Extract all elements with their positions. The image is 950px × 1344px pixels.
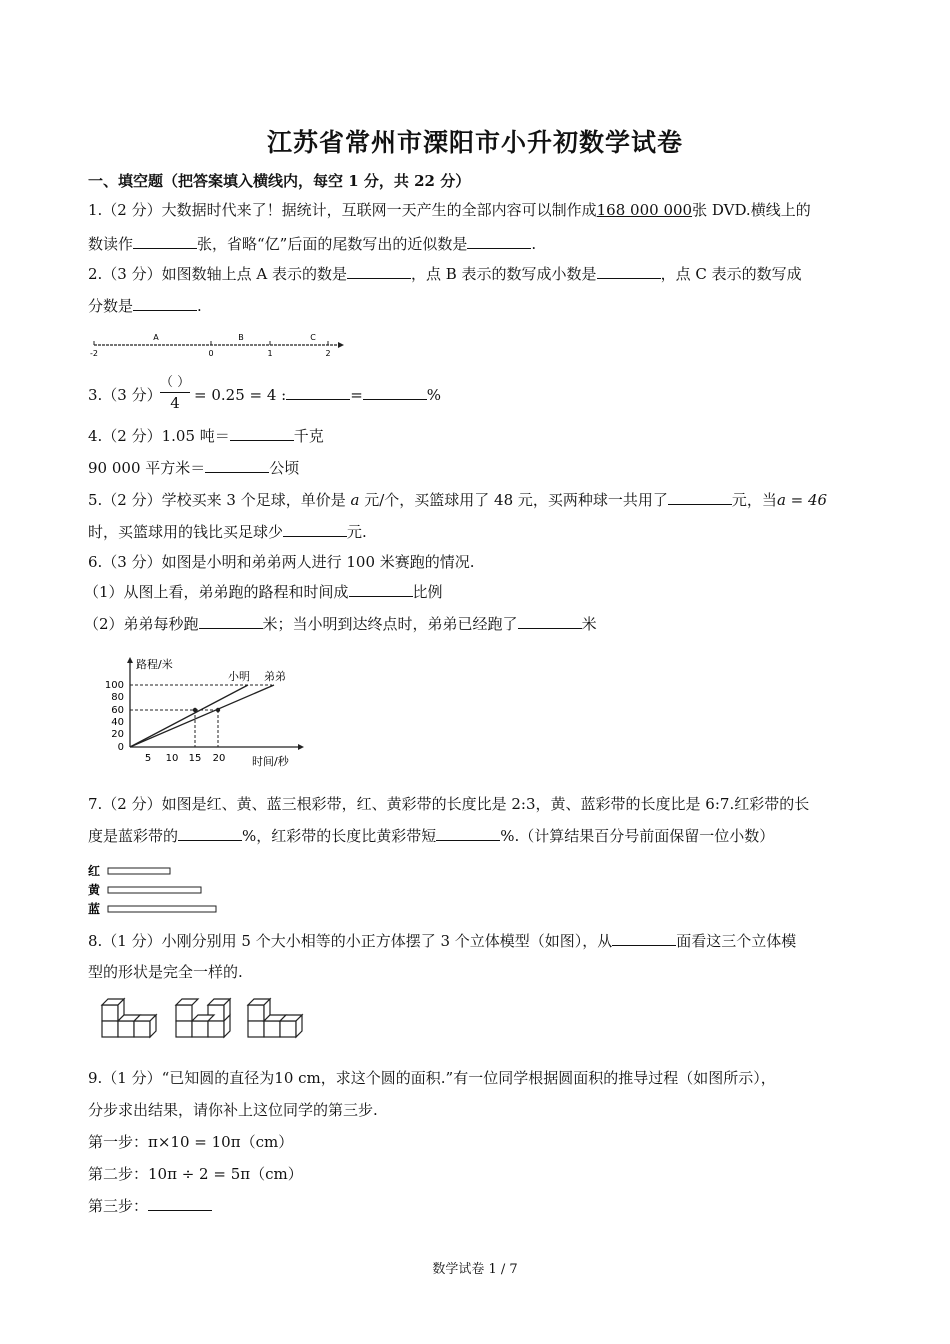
q5-condition: a = 46 bbox=[776, 491, 828, 509]
point-label-b: B bbox=[238, 333, 244, 342]
q3-prefix: 3.（3 分） bbox=[88, 386, 162, 404]
ribbon-red bbox=[108, 868, 170, 874]
q2-line1 bbox=[88, 264, 802, 284]
answer-blank[interactable] bbox=[349, 582, 413, 597]
q5-text-b1: 时，买篮球用的钱比买足球少 bbox=[88, 523, 284, 541]
fraction bbox=[160, 374, 190, 413]
q4-text-b2: 公顷 bbox=[269, 459, 300, 477]
q7-text-b2: %，红彩带的长度比黄彩带短 bbox=[242, 827, 437, 845]
section-heading: 一、填空题（把答案填入横线内，每空 1 分，共 22 分） bbox=[88, 172, 471, 190]
fraction-denominator: 4 bbox=[170, 394, 180, 412]
q5-text-a2: 元/个，买篮球用了 48 元，买两种球一共用了 bbox=[364, 491, 668, 509]
answer-blank[interactable] bbox=[178, 826, 242, 841]
answer-blank[interactable] bbox=[148, 1196, 212, 1211]
q5-text-b2: 元. bbox=[347, 523, 367, 541]
series-line-xiaoming bbox=[130, 685, 248, 747]
series-line-didi bbox=[130, 685, 274, 747]
y-tick-label: 40 bbox=[111, 717, 124, 728]
tick-label: 1 bbox=[267, 349, 273, 358]
data-point bbox=[216, 708, 220, 712]
number-line-figure bbox=[86, 328, 346, 362]
y-axis-label: 路程/米 bbox=[136, 658, 173, 671]
q4-text-b1: 90 000 平方米＝ bbox=[88, 459, 206, 477]
ribbon-blue bbox=[108, 906, 216, 912]
tick-label: -2 bbox=[90, 349, 98, 358]
answer-blank[interactable] bbox=[597, 264, 661, 279]
q5-line1 bbox=[88, 490, 827, 510]
ribbon-figure bbox=[86, 862, 236, 918]
y-tick-label: 0 bbox=[117, 742, 124, 753]
q9-step1: 第一步：π×10 = 10π（cm） bbox=[88, 1133, 294, 1151]
q4-text-a1: 4.（2 分）1.05 吨＝ bbox=[88, 427, 230, 445]
q6-text-b2: 比例 bbox=[412, 583, 443, 601]
answer-blank[interactable] bbox=[133, 234, 197, 249]
tick-label: 2 bbox=[325, 349, 331, 358]
cube-model-2 bbox=[176, 999, 230, 1037]
q8-line1 bbox=[88, 931, 796, 951]
x-axis-label: 时间/秒 bbox=[252, 755, 289, 768]
ribbon-label-blue: 蓝 bbox=[88, 902, 101, 916]
answer-blank[interactable] bbox=[612, 931, 676, 946]
answer-blank[interactable] bbox=[133, 296, 197, 311]
q2-text-a1: 2.（3 分）如图数轴上点 A 表示的数是 bbox=[88, 265, 347, 283]
point-label-c: C bbox=[310, 333, 316, 342]
q5-text-a1: 5.（2 分）学校买来 3 个足球，单价是 bbox=[88, 491, 346, 509]
q6-text-c1: （2）弟弟每秒跑 bbox=[84, 615, 199, 633]
answer-blank[interactable] bbox=[283, 522, 347, 537]
q3-eq2: = bbox=[350, 386, 363, 404]
ribbon-label-yellow: 黄 bbox=[88, 883, 101, 897]
point-label-a: A bbox=[153, 333, 159, 342]
legend-xiaoming: 小明 bbox=[228, 670, 250, 683]
q6-text-b1: （1）从图上看，弟弟跑的路程和时间成 bbox=[84, 583, 349, 601]
q1-text-c2: 张，省略“亿”后面的尾数写出的近似数是 bbox=[197, 235, 468, 253]
q2-text-a2: ，点 B 表示的数写成小数是 bbox=[411, 265, 597, 283]
cube-model-3 bbox=[248, 999, 302, 1037]
q5-line2 bbox=[88, 522, 367, 542]
q9-line2: 分步求出结果，请你补上这位同学的第三步. bbox=[88, 1101, 378, 1119]
q6-line1: 6.（3 分）如图是小明和弟弟两人进行 100 米赛跑的情况. bbox=[88, 553, 475, 571]
q6-line3 bbox=[84, 614, 597, 634]
x-tick-label: 15 bbox=[188, 753, 202, 764]
ribbon-label-red: 红 bbox=[88, 864, 101, 878]
x-tick-label: 5 bbox=[144, 753, 152, 764]
q7-line2 bbox=[88, 826, 774, 846]
y-tick-label: 100 bbox=[104, 680, 124, 691]
cube-model-1 bbox=[102, 999, 156, 1037]
q4-text-a2: 千克 bbox=[293, 427, 324, 445]
q1-number: 168 000 000 bbox=[596, 201, 693, 219]
y-tick-label: 80 bbox=[111, 692, 124, 703]
q8-line2: 型的形状是完全一样的. bbox=[88, 963, 243, 981]
x-tick-label: 10 bbox=[165, 753, 179, 764]
data-point bbox=[193, 708, 197, 712]
q6-line2 bbox=[84, 582, 443, 602]
arrow-icon bbox=[298, 744, 304, 750]
q4-line2 bbox=[88, 458, 299, 478]
q1-text-a: 1.（2 分）大数据时代来了！据统计，互联网一天产生的全部内容可以制作成 bbox=[88, 201, 597, 219]
page-footer: 数学试卷 1 / 7 bbox=[432, 1262, 518, 1277]
q1-text-c3: . bbox=[531, 235, 537, 253]
q5-var: a bbox=[350, 491, 360, 509]
arrow-icon bbox=[338, 342, 344, 348]
q6-text-c2: 米；当小明到达终点时，弟弟已经跑了 bbox=[262, 615, 518, 633]
y-tick-label: 20 bbox=[111, 729, 124, 740]
q1-text-c1: 数读作 bbox=[88, 235, 134, 253]
answer-blank[interactable] bbox=[363, 385, 427, 400]
q2-text-b2: . bbox=[197, 297, 202, 315]
q9-text-s3: 第三步： bbox=[88, 1197, 149, 1215]
page-title: 江苏省常州市溧阳市小升初数学试卷 bbox=[266, 128, 683, 157]
q9-line1: 9.（1 分）“已知圆的直径为10 cm，求这个圆的面积.”有一位同学根据圆面积的推导过程（如图所示）， bbox=[88, 1069, 776, 1087]
answer-blank[interactable] bbox=[518, 614, 582, 629]
answer-blank[interactable] bbox=[668, 490, 732, 505]
q5-text-a3: 元，当 bbox=[731, 491, 777, 509]
legend-didi: 弟弟 bbox=[264, 670, 286, 683]
q7-line1: 7.（2 分）如图是红、黄、蓝三根彩带，红、黄彩带的长度比是 2:3，黄、蓝彩带的长度比是 6:7.红彩带的长 bbox=[88, 795, 810, 813]
tick-label: 0 bbox=[208, 349, 214, 358]
q9-step3 bbox=[88, 1196, 212, 1216]
q9-step2: 第二步：10π ÷ 2 = 5π（cm） bbox=[88, 1165, 303, 1183]
answer-blank[interactable] bbox=[467, 234, 531, 249]
q8-text-a1: 8.（1 分）小刚分别用 5 个大小相等的小正方体摆了 3 个立体模型（如图），从 bbox=[88, 932, 613, 950]
x-tick-label: 20 bbox=[212, 753, 226, 764]
q2-line2 bbox=[88, 296, 202, 316]
q7-text-b1: 度是蓝彩带的 bbox=[88, 827, 179, 845]
answer-blank[interactable] bbox=[286, 385, 350, 400]
answer-blank[interactable] bbox=[199, 614, 263, 629]
arrow-icon bbox=[127, 657, 133, 663]
q1-line1 bbox=[88, 200, 811, 220]
q7-text-b3: %.（计算结果百分号前面保留一位小数） bbox=[500, 827, 775, 845]
q4-line1 bbox=[88, 426, 324, 446]
q2-text-a3: ，点 C 表示的数写成 bbox=[660, 265, 802, 283]
q1-line2 bbox=[88, 234, 536, 254]
q3-equation bbox=[194, 385, 441, 405]
q2-text-b1: 分数是 bbox=[88, 297, 134, 315]
q3-eq: = 0.25 = 4 : bbox=[194, 386, 287, 404]
answer-blank[interactable] bbox=[230, 426, 294, 441]
answer-blank[interactable] bbox=[205, 458, 269, 473]
y-tick-label: 60 bbox=[111, 705, 124, 716]
cube-models-figure bbox=[98, 995, 318, 1050]
q1-text-b: 张 DVD.横线上的 bbox=[692, 201, 811, 219]
answer-blank[interactable] bbox=[347, 264, 411, 279]
ribbon-yellow bbox=[108, 887, 201, 893]
answer-blank[interactable] bbox=[436, 826, 500, 841]
fraction-numerator: （ ） bbox=[160, 374, 190, 393]
q3-pct: % bbox=[426, 386, 442, 404]
q8-text-a2: 面看这三个立体模 bbox=[676, 932, 797, 950]
q6-text-c3: 米 bbox=[581, 615, 597, 633]
race-graph bbox=[98, 655, 318, 775]
